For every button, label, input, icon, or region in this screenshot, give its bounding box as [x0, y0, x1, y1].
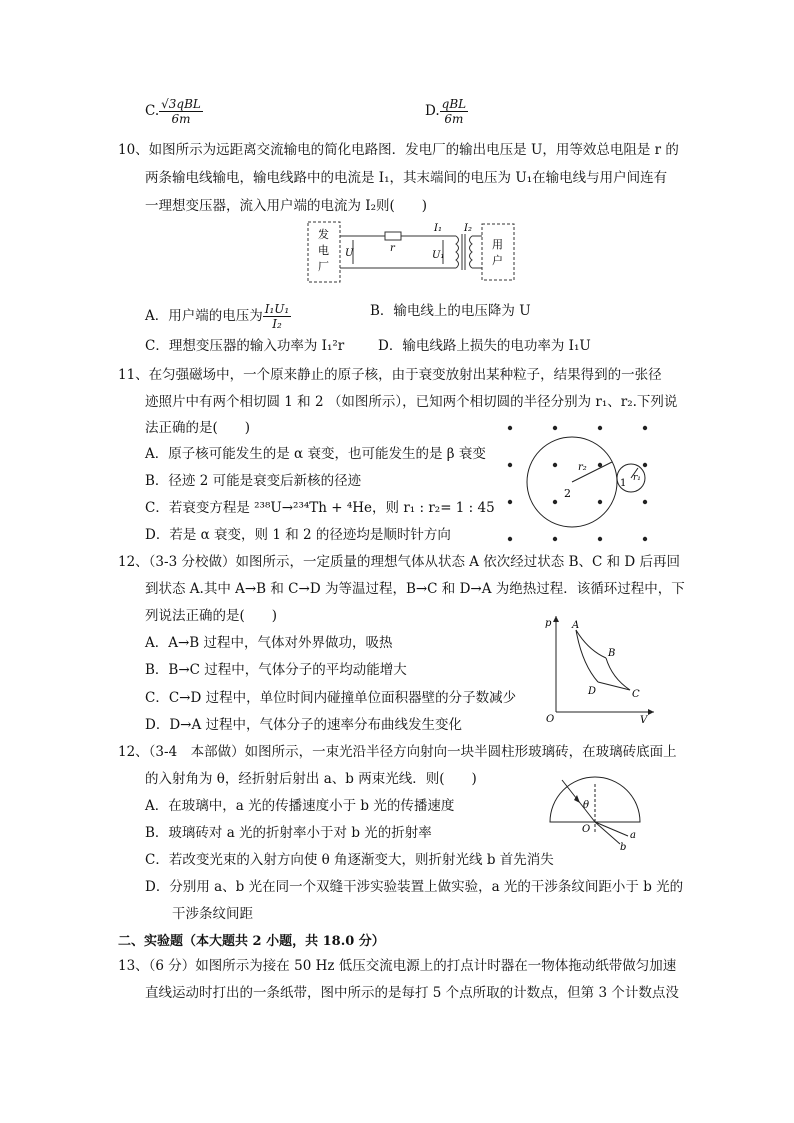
q9-option-d [425, 97, 468, 126]
q11-option-d: D．若是 α 衰变，则 1 和 2 的径迹均是顺时针方向 [145, 527, 451, 543]
q10-option-a-fraction [263, 302, 291, 331]
q12b-stem-line-2: 的入射角为 θ，经折射后射出 a、b 两束光线．则( ) [145, 771, 477, 787]
origin-label: O [546, 714, 555, 724]
refracted-ray-a [595, 822, 628, 836]
point-o-label: O [582, 824, 591, 835]
q9-option-c-denominator: 6m [171, 112, 191, 126]
user-label-2: 户 [492, 254, 503, 267]
plant-label-3: 厂 [318, 260, 329, 273]
q12a-pv-diagram [536, 612, 660, 724]
section-2-title: 二、实验题（本大题共 2 小题，共 18.0 分） [118, 934, 385, 949]
voltage-u1-label: U₁ [432, 250, 445, 261]
q13-stem-line-1: 13、（6 分）如图所示为接在 50 Hz 低压交流电源上的打点计时器在一物体拖动纸带做匀加速 [118, 958, 677, 974]
q11-option-b: B．径迹 2 可能是衰变后新核的径迹 [145, 473, 362, 489]
q12a-option-d: D．D→A 过程中，气体分子的速率分布曲线发生变化 [145, 717, 462, 733]
v-axis-arrow [648, 709, 654, 715]
q12b-option-d-line-1: D．分别用 a、b 光在同一个双缝干涉实验装置上做实验，a 光的干涉条纹间距小于 b 光的 [145, 879, 684, 895]
q12b-option-d-line-2: 干涉条纹间距 [172, 906, 253, 922]
v-axis-label: V [640, 715, 648, 724]
p-axis-label: p [545, 618, 552, 629]
primary-coil-icon [456, 236, 459, 268]
q12b-stem-line-1: 12、（3-4 本部做）如图所示，一束光沿半径方向射向一块半圆柱形玻璃砖，在玻璃砖底面上 [118, 744, 677, 760]
q10-option-a [145, 302, 291, 331]
q10-circuit-figure [300, 218, 520, 284]
q12b-option-b: B．玻璃砖对 a 光的折射率小于对 b 光的折射率 [145, 825, 432, 841]
state-b-label: B [608, 648, 616, 659]
user-box [482, 224, 514, 280]
state-c-label: C [632, 689, 640, 700]
q9-option-d-denominator: 6m [444, 112, 464, 126]
q11-stem-line-1: 11、在匀强磁场中，一个原来静止的原子核，由于衰变放射出某种粒子，结果得到的一张径 [118, 367, 662, 383]
q9-option-c-fraction [159, 97, 203, 126]
state-a-label: A [572, 620, 580, 631]
q9-option-d-numerator: qBL [441, 97, 467, 111]
q10-stem-line-1: 10、如图所示为远距离交流输电的简化电路图．发电厂的输出电压是 U，用等效总电阻是 r 的 [118, 142, 679, 158]
q10-option-a-text: A．用户端的电压为 [145, 308, 263, 324]
q12a-stem-line-2: 到状态 A.其中 A→B 和 C→D 为等温过程，B→C 和 D→A 为绝热过程．该循环过程中，下 [145, 581, 685, 597]
q12b-option-a: A．在玻璃中，a 光的传播速度小于 b 光的传播速度 [145, 798, 455, 814]
p-axis-arrow [553, 616, 559, 622]
curve-d-to-a [576, 630, 598, 682]
circle-1-label: 1 [620, 478, 627, 489]
q10-stem-line-3: 一理想变压器，流入用户端的电流为 I₂则( ) [145, 198, 428, 214]
q13-stem-line-2: 直线运动时打出的一条纸带，图中所示的是每打 5 个点所取的计数点，但第 3 个计数点没 [145, 985, 679, 1001]
resistor-label: r [390, 243, 395, 254]
q10-option-a-denominator: I₂ [272, 317, 282, 331]
refracted-ray-b [595, 822, 620, 844]
q10-option-a-numerator: I₁U₁ [264, 302, 290, 316]
q9-option-c-numerator: √3qBL [161, 97, 201, 111]
q12a-option-a: A．A→B 过程中，气体对外界做功，吸热 [145, 635, 393, 651]
plant-label-1: 发 [318, 228, 329, 241]
current-i1-label: I₁ [434, 223, 442, 234]
q11-option-a: A．原子核可能发生的是 α 衰变，也可能发生的是 β 衰变 [145, 446, 486, 462]
radius-r2-label: r₂ [578, 462, 587, 473]
q9-option-c [145, 97, 203, 126]
q10-option-b: B．输电线上的电压降为 U [370, 303, 531, 319]
state-d-label: D [588, 686, 597, 697]
plant-label-2: 电 [318, 244, 329, 257]
secondary-coil-icon [470, 236, 473, 268]
q10-stem-line-2: 两条输电线输电，输电线路中的电流是 I₁，其末端间的电压为 U₁在输电线与用户间连有 [145, 170, 668, 186]
theta-label: θ [583, 800, 590, 811]
q10-option-d: D．输电线路上损失的电功率为 I₁U [378, 338, 591, 354]
radius-r1-label: r₁ [633, 473, 641, 483]
q10-option-c: C．理想变压器的输入功率为 I₁²r [145, 338, 345, 354]
q9-option-d-label: D. [425, 103, 440, 119]
circle-2-label: 2 [564, 487, 571, 500]
voltage-u-label: U [345, 248, 354, 259]
q9-option-d-fraction [440, 97, 468, 126]
resistor-icon [385, 232, 401, 240]
user-label-1: 用 [492, 238, 503, 251]
q11-magnetic-field-figure [500, 420, 665, 550]
curve-a-to-b [576, 630, 606, 658]
q11-stem-line-2: 迹照片中有两个相切圆 1 和 2 （如图所示），已知两个相切圆的半径分别为 r₁、r₂.下列说 [145, 394, 678, 410]
q12b-option-c: C．若改变光束的入射方向使 θ 角逐渐变大，则折射光线 b 首先消失 [145, 852, 554, 868]
q12a-stem-line-3: 列说法正确的是( ) [145, 608, 278, 624]
q11-option-c: C．若衰变方程是 ²³⁸U→²³⁴Th + ⁴He，则 r₁ : r₂= 1 : 45 [145, 500, 495, 516]
q9-option-c-label: C. [145, 103, 160, 119]
ray-b-label: b [620, 842, 627, 850]
ray-a-label: a [630, 830, 636, 841]
q12a-option-b: B．B→C 过程中，气体分子的平均动能增大 [145, 662, 407, 678]
q12a-stem-line-1: 12、（3-3 分校做）如图所示，一定质量的理想气体从状态 A 依次经过状态 B、C 和 D 后再回 [118, 554, 681, 570]
q12a-option-c: C．C→D 过程中，单位时间内碰撞单位面积器壁的分子数减少 [145, 690, 517, 706]
current-i2-label: I₂ [464, 223, 472, 234]
q12b-glass-figure [540, 774, 660, 850]
q11-stem-line-3: 法正确的是( ) [145, 420, 251, 436]
